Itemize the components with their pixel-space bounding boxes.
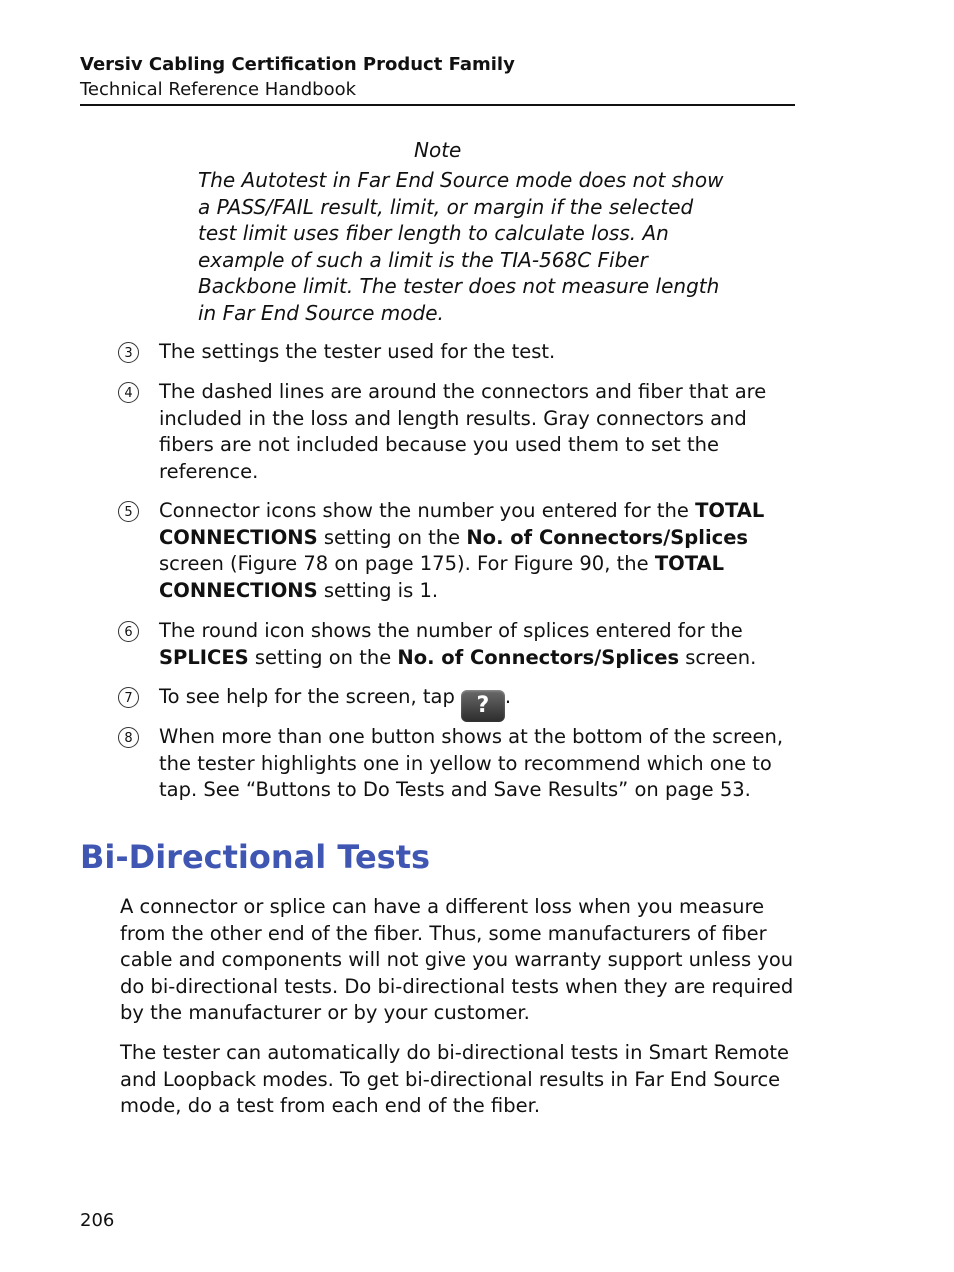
callout-number-3: 3	[118, 342, 139, 363]
callout-number-7: 7	[118, 687, 139, 708]
header-divider	[80, 104, 795, 106]
callout-number-6: 6	[118, 621, 139, 642]
callout-number-5: 5	[118, 501, 139, 522]
callout-item-3: The settings the tester used for the test.	[159, 340, 556, 363]
callout-item-4: The dashed lines are around the connectors and fiber that are included in the loss and length results. Gray connectors and fibers are not included because you used them to set the reference.	[159, 380, 767, 483]
section-paragraph-1: A connector or splice can have a different loss when you measure from the other end of the fiber. Thus, some manufacturers of fiber cable and components will not give you warranty support unless you do bi-directional tests. Do bi-directional tests when they are required by the manufacturer or by your customer.	[120, 895, 794, 1024]
header-title: Versiv Cabling Certification Product Family	[80, 54, 515, 75]
callout-item-8: When more than one button shows at the bottom of the screen, the tester highlights one in yellow to recommend which one to tap. See “Buttons to Do Tests and Save Results” on page 53.	[159, 725, 784, 801]
section-paragraph-2: The tester can automatically do bi-directional tests in Smart Remote and Loopback modes. To get bi-directional results in Far End Source mode, do a test from each end of the fiber.	[120, 1041, 790, 1117]
callout-item-5: Connector icons show the number you entered for the TOTAL CONNECTIONS setting on the No. of Connectors/Splices screen (Figure 78 on page 175). For Figure 90, the TOTAL CONNECTIONS setting is 1.	[159, 499, 765, 602]
section-title: Bi-Directional Tests	[80, 838, 431, 876]
header-subtitle: Technical Reference Handbook	[80, 79, 357, 100]
callout-number-8: 8	[118, 727, 139, 748]
question-mark-button-icon: ?	[461, 690, 505, 722]
callout-item-7: To see help for the screen, tap ? .	[159, 684, 799, 722]
callout-number-4: 4	[118, 382, 139, 403]
page-number: 206	[80, 1210, 115, 1231]
note-body: The Autotest in Far End Source mode does not show a PASS/FAIL result, limit, or margin if the selected test limit uses fiber length to calculate loss. An example of such a limit is the TIA-568C Fiber Backbone limit. The tester does not measure length in Far End Source mode.	[198, 168, 724, 325]
callout-item-6: The round icon shows the number of splices entered for the SPLICES setting on the No. of Connectors/Splices screen.	[159, 619, 757, 669]
note-label: Note	[414, 138, 462, 162]
